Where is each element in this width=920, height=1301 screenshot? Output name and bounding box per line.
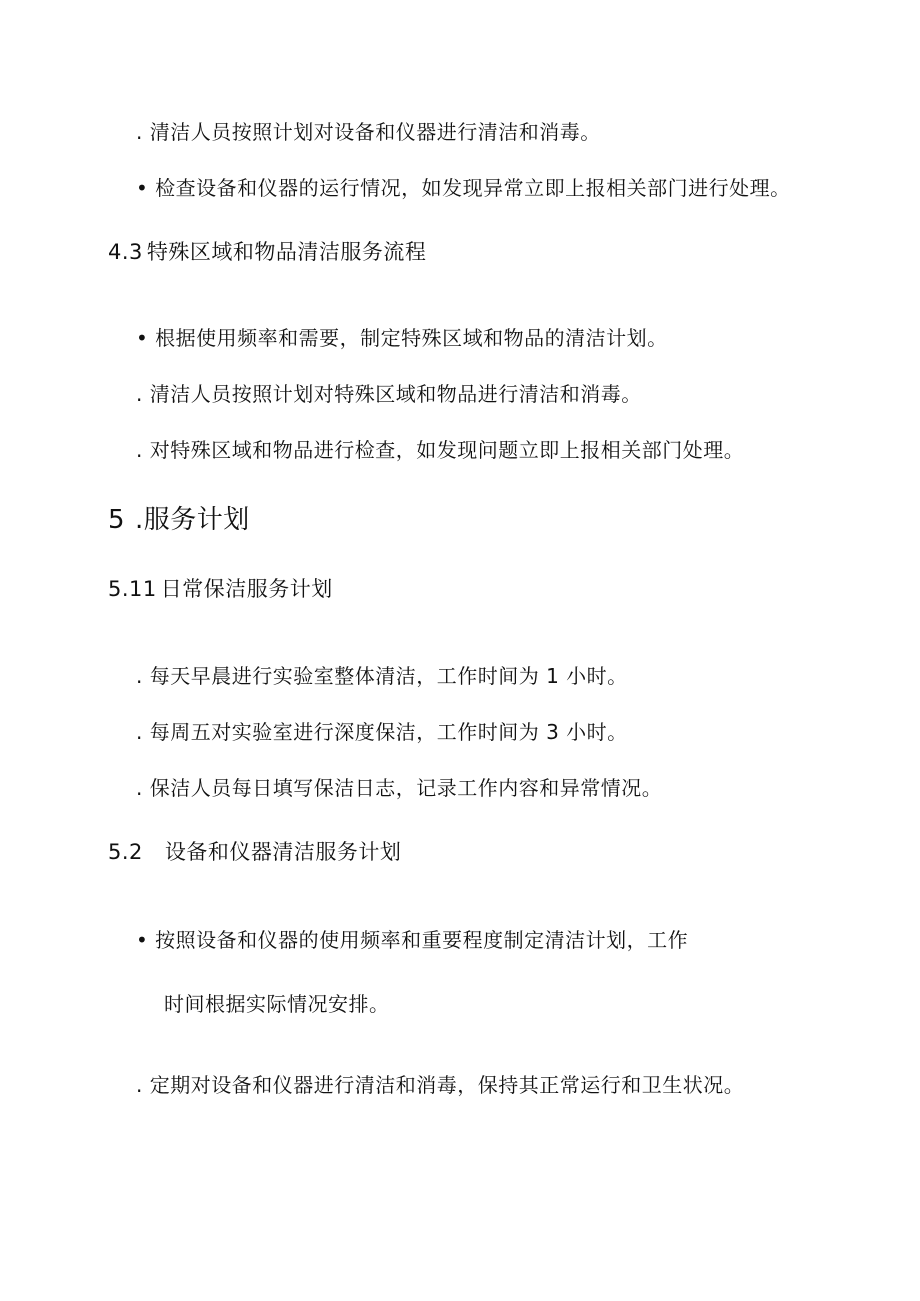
bullet-dot: . bbox=[136, 438, 143, 462]
bullet-dot: . bbox=[136, 776, 143, 800]
list-item-text: 时间根据实际情况安排。 bbox=[164, 992, 390, 1016]
list-item-text: 按照设备和仪器的使用频率和重要程度制定清洁计划，工作 bbox=[155, 928, 689, 952]
list-item bbox=[136, 174, 791, 202]
list-item bbox=[136, 718, 628, 746]
bullet-dot: . bbox=[136, 1073, 143, 1097]
section-number: 4.3 bbox=[108, 240, 143, 264]
section-number: 5.11 bbox=[108, 577, 157, 601]
section-heading-5 bbox=[108, 503, 250, 537]
list-item bbox=[136, 118, 601, 146]
bullet-dot: . bbox=[136, 120, 143, 144]
bullet-dot: • bbox=[136, 326, 149, 350]
bullet-dot: • bbox=[136, 176, 149, 200]
section-heading-5-2 bbox=[108, 838, 401, 866]
list-item bbox=[136, 380, 642, 408]
list-item-text: 清洁人员按照计划对特殊区域和物品进行清洁和消毒。 bbox=[149, 382, 642, 406]
list-item bbox=[136, 324, 668, 352]
list-item bbox=[136, 662, 628, 690]
section-title: 特殊区域和物品清洁服务流程 bbox=[146, 240, 427, 264]
list-item bbox=[136, 1071, 744, 1099]
bullet-dot: . bbox=[136, 664, 143, 688]
list-item-text: 保洁人员每日填写保洁日志，记录工作内容和异常情况。 bbox=[149, 776, 663, 800]
list-item-text: 根据使用频率和需要，制定特殊区域和物品的清洁计划。 bbox=[155, 326, 668, 350]
list-item-text: 检查设备和仪器的运行情况，如发现异常立即上报相关部门进行处理。 bbox=[155, 176, 791, 200]
section-heading-4-3 bbox=[108, 238, 426, 266]
list-item bbox=[136, 926, 688, 954]
list-item-text: 对特殊区域和物品进行检查，如发现问题立即上报相关部门处理。 bbox=[149, 438, 745, 462]
section-title: 日常保洁服务计划 bbox=[160, 577, 333, 601]
list-item-text: 每天早晨进行实验室整体清洁，工作时间为 1 小时。 bbox=[149, 664, 628, 688]
list-item bbox=[136, 436, 744, 464]
section-title: 设备和仪器清洁服务计划 bbox=[164, 840, 402, 864]
bullet-dot: . bbox=[136, 382, 143, 406]
section-title: .服务计划 bbox=[135, 505, 250, 535]
list-item-text: 定期对设备和仪器进行清洁和消毒，保持其正常运行和卫生状况。 bbox=[149, 1073, 745, 1097]
section-heading-5-1 bbox=[108, 575, 333, 603]
section-number: 5 bbox=[108, 505, 126, 535]
bullet-dot: • bbox=[136, 928, 149, 952]
bullet-dot: . bbox=[136, 720, 143, 744]
section-number: 5.2 bbox=[108, 840, 143, 864]
list-item-text: 每周五对实验室进行深度保洁，工作时间为 3 小时。 bbox=[149, 720, 628, 744]
list-item-continuation bbox=[164, 990, 390, 1018]
list-item-text: 清洁人员按照计划对设备和仪器进行清洁和消毒。 bbox=[149, 120, 601, 144]
list-item bbox=[136, 774, 662, 802]
